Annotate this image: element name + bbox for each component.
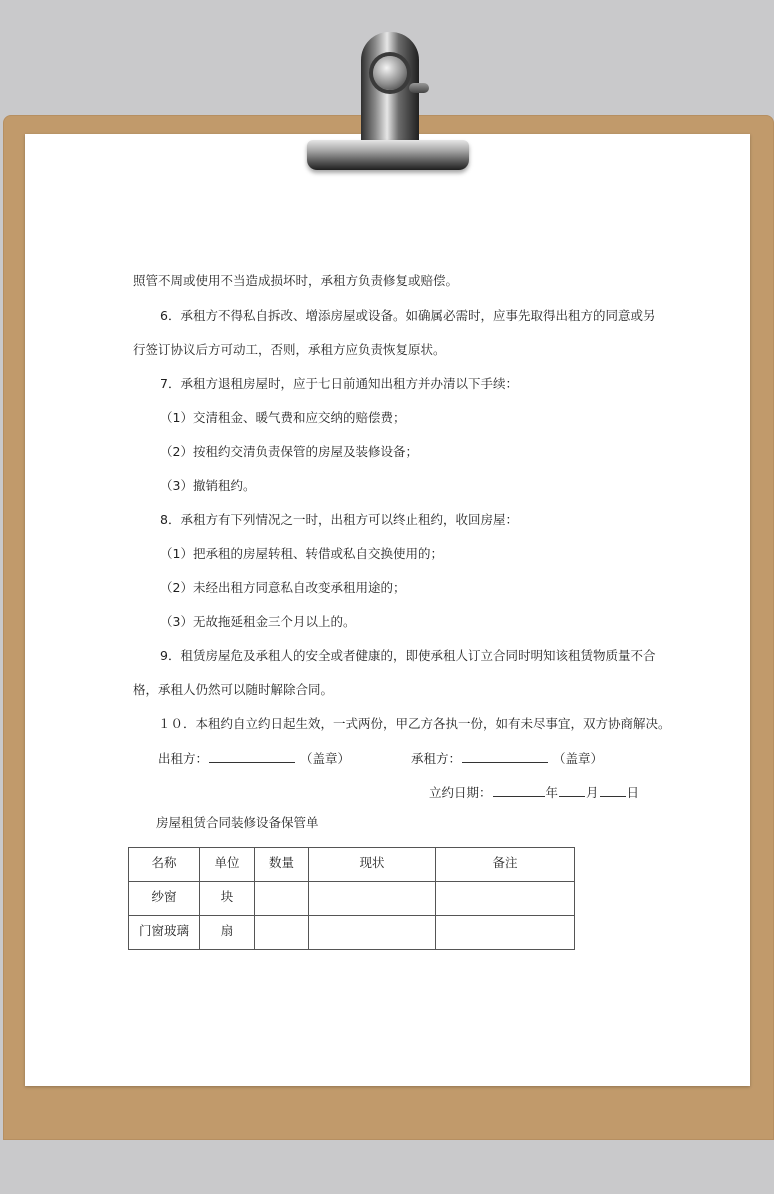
cell-remarks xyxy=(436,882,575,916)
lessor-signature xyxy=(158,750,350,767)
cell-quantity xyxy=(255,882,309,916)
day-blank xyxy=(600,784,626,797)
lessee-seal-note: （盖章） xyxy=(553,751,604,766)
lessee-signature xyxy=(411,750,603,767)
cell-quantity xyxy=(255,916,309,950)
day-label: 日 xyxy=(626,785,640,800)
header-condition: 现状 xyxy=(309,848,436,882)
clause-6: 6．承租方不得私自拆改、增添房屋或设备。如确属必需时，应事先取得出租方的同意或另 xyxy=(160,308,656,323)
cell-name: 纱窗 xyxy=(129,882,200,916)
cell-name: 门窗玻璃 xyxy=(129,916,200,950)
lessor-label: 出租方： xyxy=(158,751,209,766)
lessee-blank xyxy=(462,750,548,763)
table-title: 房屋租赁合同装修设备保管单 xyxy=(156,815,319,830)
clause-7-item-1: （1）交清租金、暖气费和应交纳的赔偿费； xyxy=(160,410,406,425)
cell-condition xyxy=(309,916,436,950)
clause-7-item-3: （3）撤销租约。 xyxy=(160,478,256,493)
clause-8: 8．承租方有下列情况之一时，出租方可以终止租约，收回房屋： xyxy=(160,512,518,527)
table-header-row xyxy=(129,848,575,882)
header-remarks: 备注 xyxy=(436,848,575,882)
clause-9: 9．租赁房屋危及承租人的安全或者健康的，即使承租人订立合同时明知该租赁物质量不合 xyxy=(160,648,656,663)
table-row xyxy=(129,882,575,916)
contract-line: 格，承租人仍然可以随时解除合同。 xyxy=(133,682,334,697)
contract-line: 行签订协议后方可动工，否则，承租方应负责恢复原状。 xyxy=(133,342,446,357)
year-blank xyxy=(493,784,545,797)
cell-unit: 块 xyxy=(200,882,255,916)
contract-line: 照管不周或使用不当造成损坏时，承租方负责修复或赔偿。 xyxy=(133,273,459,288)
header-quantity: 数量 xyxy=(255,848,309,882)
cell-unit: 扇 xyxy=(200,916,255,950)
clause-8-item-1: （1）把承租的房屋转租、转借或私自交换使用的； xyxy=(160,546,443,561)
clause-7-item-2: （2）按租约交清负责保管的房屋及装修设备； xyxy=(160,444,418,459)
month-label: 月 xyxy=(586,785,599,800)
year-label: 年 xyxy=(545,785,559,800)
lessee-label: 承租方： xyxy=(411,751,462,766)
lessor-blank xyxy=(209,750,295,763)
signing-date xyxy=(429,784,639,801)
clause-10: １０．本租约自立约日起生效，一式两份，甲乙方各执一份，如有未尽事宜，双方协商解决。 xyxy=(158,716,671,731)
date-label: 立约日期： xyxy=(429,785,492,800)
clause-8-item-2: （2）未经出租方同意私自改变承租用途的； xyxy=(160,580,406,595)
month-blank xyxy=(559,784,585,797)
cell-remarks xyxy=(436,916,575,950)
table-row xyxy=(129,916,575,950)
clause-8-item-3: （3）无故拖延租金三个月以上的。 xyxy=(160,614,356,629)
clause-7: 7．承租方退租房屋时，应于七日前通知出租方并办清以下手续： xyxy=(160,376,518,391)
equipment-table xyxy=(128,847,575,950)
header-unit: 单位 xyxy=(200,848,255,882)
lessor-seal-note: （盖章） xyxy=(300,751,351,766)
cell-condition xyxy=(309,882,436,916)
header-name: 名称 xyxy=(129,848,200,882)
